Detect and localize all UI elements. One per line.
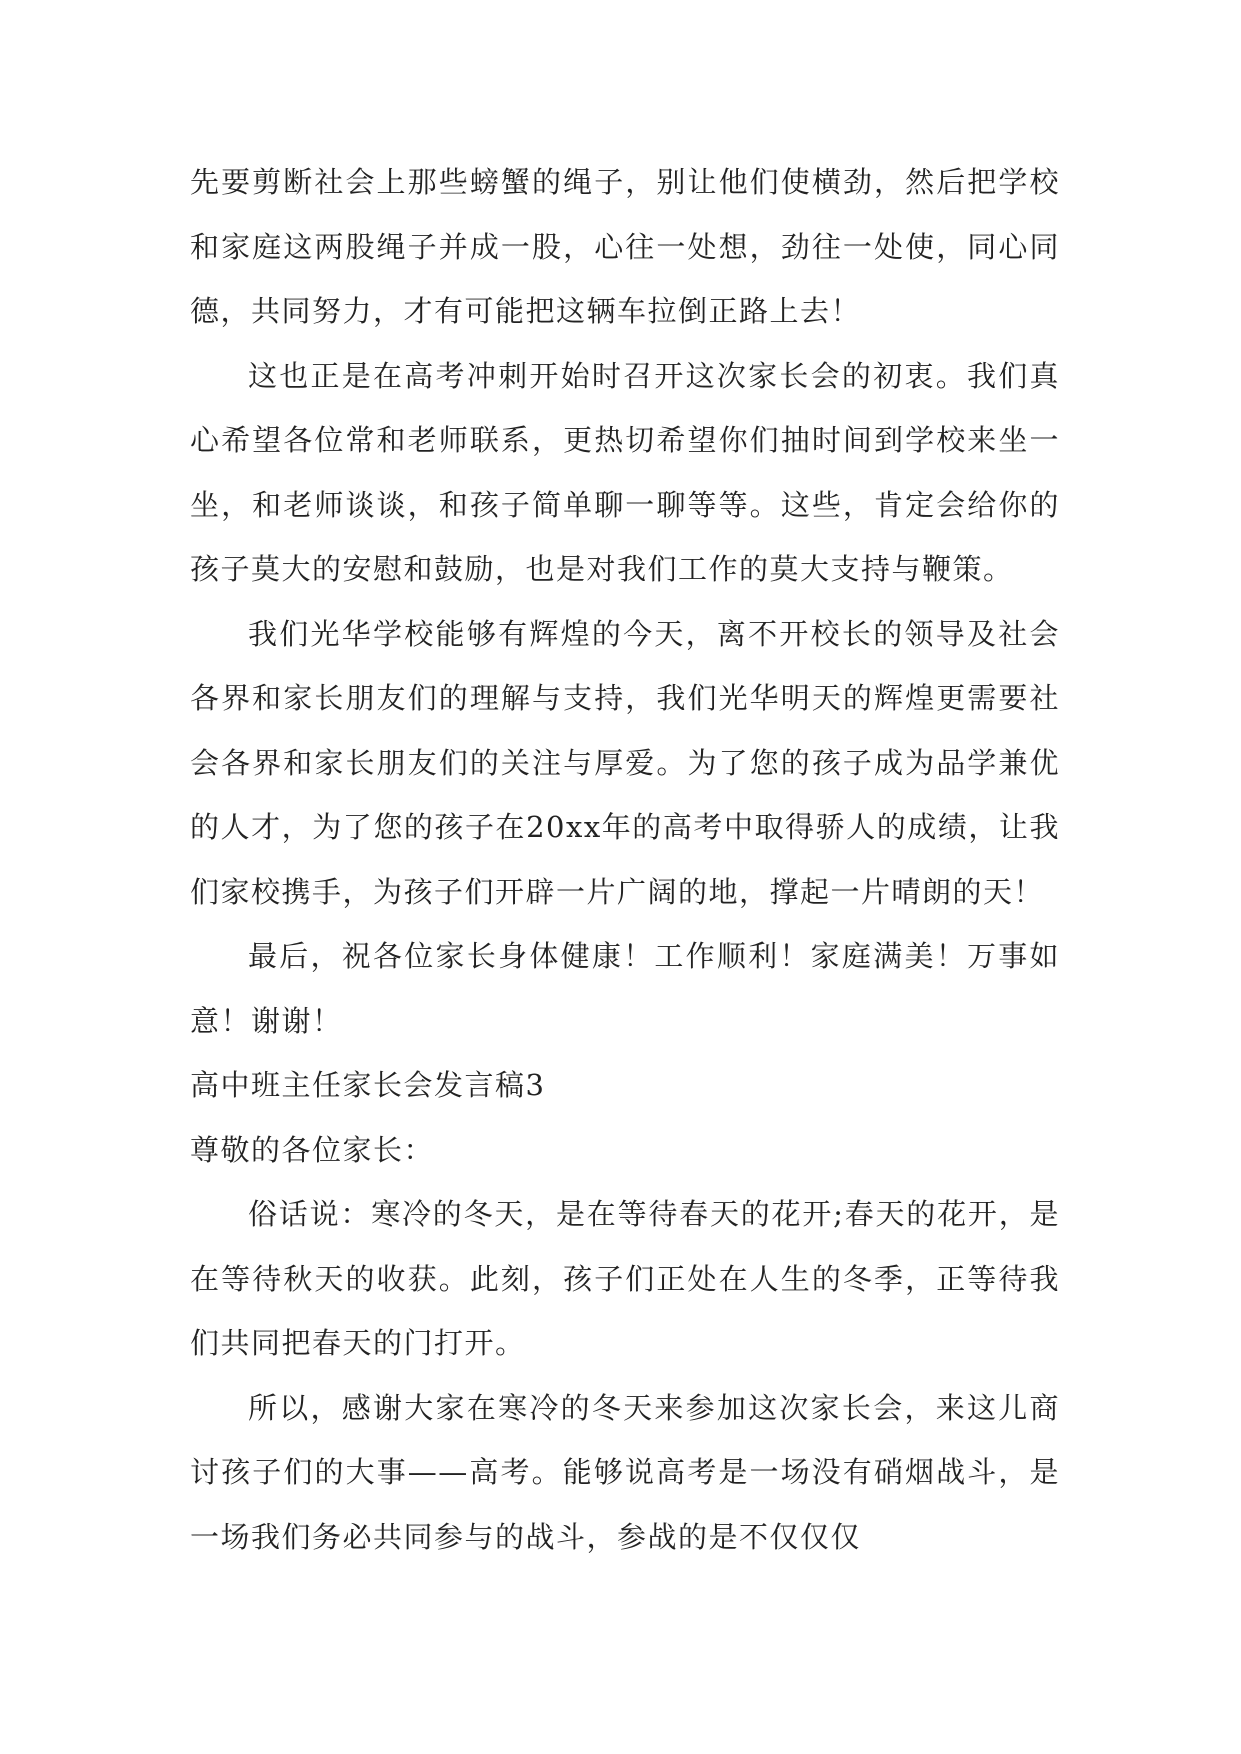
document-body — [190, 150, 1060, 1569]
section-title: 高中班主任家长会发言稿3 — [190, 1068, 546, 1102]
paragraph-5: 俗话说：寒冷的冬天，是在等待春天的花开;春天的花开，是在等待秋天的收获。此刻，孩子们正处在人生的冬季，正等待我们共同把春天的门打开。 — [190, 1197, 1060, 1360]
paragraph-3: 我们光华学校能够有辉煌的今天，离不开校长的领导及社会各界和家长朋友们的理解与支持，我们光华明天的辉煌更需要社会各界和家长朋友们的关注与厚爱。为了您的孩子成为品学兼优的人才，为了您的孩子在20xx年的高考中取得骄人的成绩，让我们家校携手，为孩子们开辟一片广阔的地，撑起一片晴朗的天！ — [190, 616, 1060, 909]
paragraph-2: 这也正是在高考冲刺开始时召开这次家长会的初衷。我们真心希望各位常和老师联系，更热切希望你们抽时间到学校来坐一坐，和老师谈谈，和孩子简单聊一聊等等。这些，肯定会给你的孩子莫大的安慰和鼓励，也是对我们工作的莫大支持与鞭策。 — [190, 358, 1060, 586]
salutation: 尊敬的各位家长： — [190, 1132, 435, 1167]
paragraph-1: 先要剪断社会上那些螃蟹的绳子，别让他们使横劲，然后把学校和家庭这两股绳子并成一股，心往一处想，劲往一处使，同心同德，共同努力，才有可能把这辆车拉倒正路上去！ — [190, 165, 1060, 328]
paragraph-4: 最后，祝各位家长身体健康！工作顺利！家庭满美！万事如意！谢谢！ — [190, 939, 1060, 1038]
paragraph-6: 所以，感谢大家在寒冷的冬天来参加这次家长会，来这儿商讨孩子们的大事——高考。能够说高考是一场没有硝烟战斗，是一场我们务必共同参与的战斗，参战的是不仅仅仅 — [190, 1390, 1060, 1554]
